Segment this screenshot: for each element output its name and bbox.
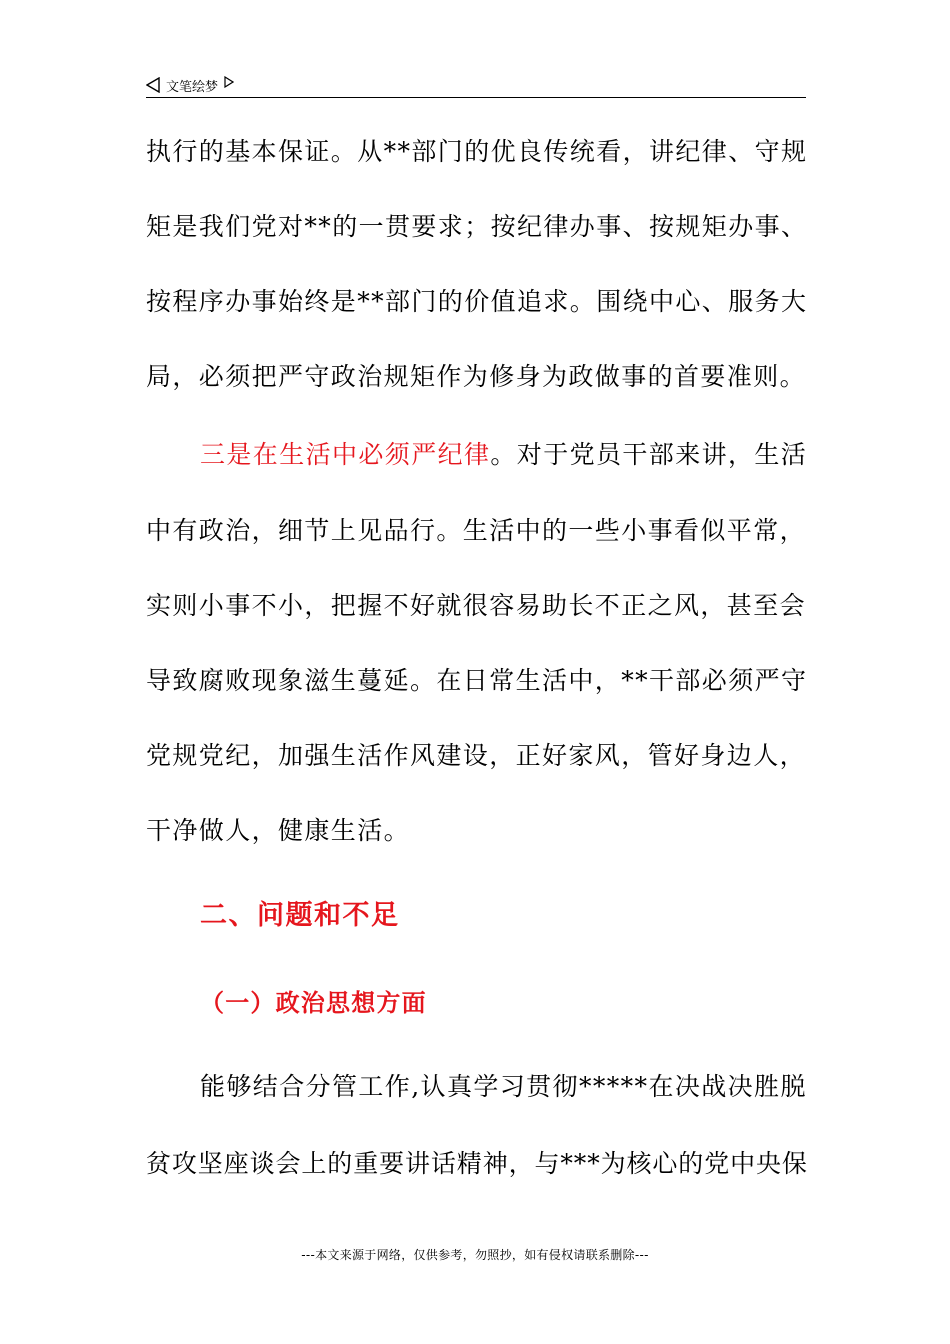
text-line-first: 能够结合分管工作,认真学习贯彻*****在决战决胜脱: [200, 1072, 807, 1101]
text-line: 实则小事不小，把握不好就很容易助长不正之风，甚至会: [146, 591, 807, 620]
text-line: 局，必须把严守政治规矩作为修身为政做事的首要准则。: [146, 362, 807, 391]
red-lead-phrase: 三是在生活中必须严纪律: [200, 440, 491, 469]
header-divider: [146, 97, 806, 98]
header-title: 文笔绘梦: [166, 79, 219, 95]
page-header: [146, 74, 806, 96]
text-line: 按程序办事始终是**部门的价值追求。围绕中心、服务大: [146, 287, 808, 316]
text-line: 干净做人，健康生活。: [146, 816, 411, 845]
triangle-right-icon: [224, 76, 234, 88]
triangle-left-icon: [146, 77, 160, 93]
lead-rest: 。对于党员干部来讲，生活: [490, 440, 808, 469]
footer-notice: ---本文来源于网络，仅供参考，勿照抄，如有侵权请联系删除---: [301, 1248, 649, 1262]
text-line: 矩是我们党对**的一贯要求；按纪律办事、按规矩办事、: [146, 212, 808, 241]
text-line: 党规党纪，加强生活作风建设，正好家风，管好身边人，: [146, 741, 807, 770]
text-line-first: [200, 438, 807, 472]
subsection-heading: （一）政治思想方面: [200, 988, 427, 1017]
text-line: 导致腐败现象滋生蔓延。在日常生活中，**干部必须严守: [146, 666, 808, 695]
text-line: 贫攻坚座谈会上的重要讲话精神，与***为核心的党中央保: [146, 1149, 808, 1178]
section-heading: 二、问题和不足: [200, 900, 400, 931]
text-line: 中有政治，细节上见品行。生活中的一些小事看似平常，: [146, 516, 807, 545]
text-line: 执行的基本保证。从**部门的优良传统看，讲纪律、守规: [146, 137, 808, 166]
